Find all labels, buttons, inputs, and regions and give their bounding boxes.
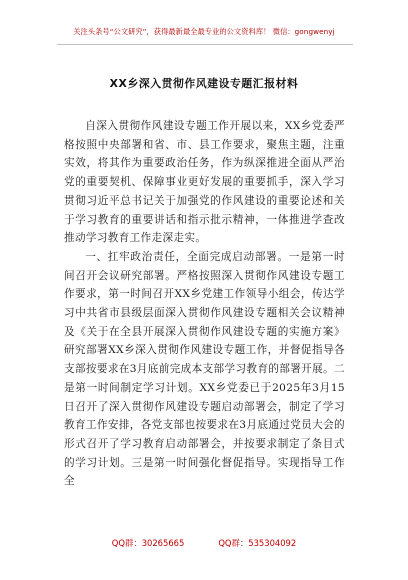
- footer-qq-group-2: QQ群：535304092: [218, 538, 297, 548]
- footer-qq-group-1: QQ群：30265665: [111, 538, 185, 548]
- header-banner: 关注头条号“公文研究”，获得最新最全最专业的公文资料库！ 微信：gongwenyj: [73, 27, 335, 36]
- paragraph-section-one: 一、扛牢政治责任，全面完成启动部署。一是第一时间召开会议研究部署。严格按照深入贯彻作风建设专题工作要求，第一时间召开XX乡党建工作领导小组会，传达学习中共省市县级层面深入贯彻作风建设专题相关会议精神及《关于在全县开展深入贯彻作风建设专题的实施方案》研究部署XX乡深入贯彻作风建设专题工作，并督促指导各支部按要求在3月底前完成本支部学习教育的部署开展。二是第一时间制定学习计划。XX乡党委已于2025年3月15日召开了深入贯彻作风建设专题启动部署会，制定了学习教育工作安排，各党支部也按要求在3月底通过党员大会的形式召开了学习教育启动部署会，并按要求制定了条目式的学习计划。三是第一时间强化督促指导。实现指导工作全: [64, 250, 345, 488]
- document-body: [64, 117, 345, 491]
- document-title: XX乡深入贯彻作风建设专题汇报材料: [109, 77, 299, 90]
- paragraph-intro: 自深入贯彻作风建设专题工作开展以来，XX乡党委严格按照中央部署和省、市、县工作要求，聚焦主题，注重实效，将其作为重要政治任务，作为纵深推进全面从严治党的重要契机、保障事业更好发展的重要抓手，深入学习贯彻习近平总书记关于加强党的作风建设的重要论述和关于学习教育的重要讲话和指示批示精神，一体推进学查改推动学习教育工作走深走实。: [64, 120, 345, 245]
- header-divider: [57, 44, 353, 45]
- footer-contact: [0, 537, 408, 549]
